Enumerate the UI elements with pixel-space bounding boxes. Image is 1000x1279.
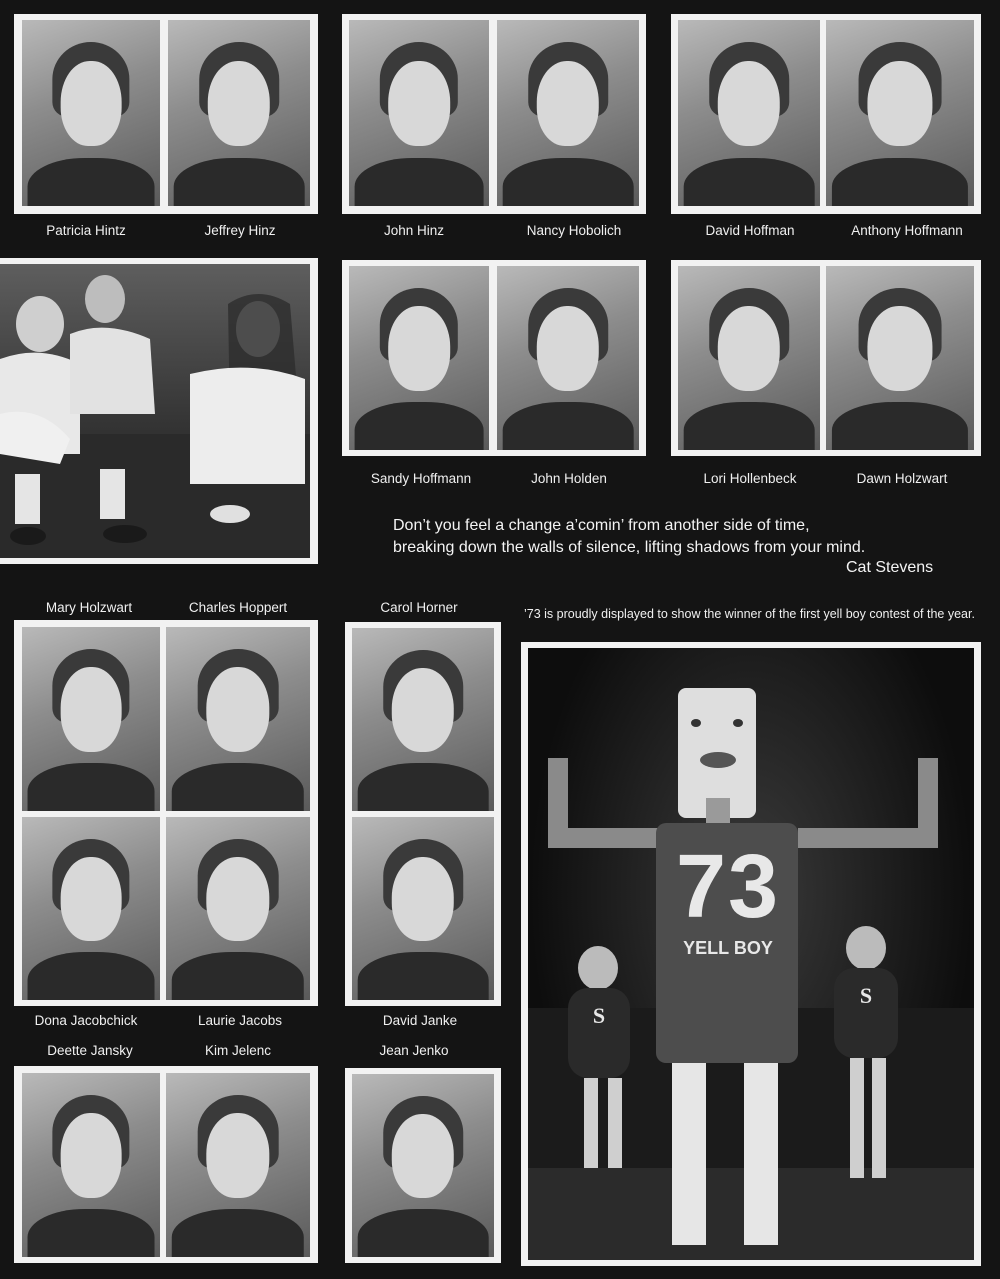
group-figures-illustration [0,264,310,558]
portrait-photo [497,266,639,450]
portrait-photo [166,1073,310,1257]
student-name: Mary Holzwart [45,600,133,615]
portrait-photo [166,817,310,1000]
student-name: Lori Hollenbeck [703,471,797,486]
portrait-photo [22,817,160,1000]
portrait-photo [22,627,160,811]
portrait-photo [349,266,489,450]
portrait-photo [166,627,310,811]
portrait-photo [352,628,494,811]
uniform-letter-left: S [592,1003,606,1028]
portrait-photo [349,20,489,206]
uniform-letter-right: S [859,983,873,1008]
student-name: John Hinz [383,223,445,238]
student-name: David Janke [382,1013,458,1028]
student-name: David Hoffman [705,223,795,238]
student-name: Anthony Hoffmann [851,223,963,238]
student-name: Charles Hoppert [188,600,288,615]
portrait-photo [352,817,494,1000]
student-name: Carol Horner [380,600,458,615]
portrait-photo [168,20,310,206]
portrait-photo [678,266,820,450]
quote-line-1: Don’t you feel a change a’comin’ from another side of time, [393,517,810,534]
student-name: Nancy Hobolich [526,223,622,238]
student-name: Jeffrey Hinz [204,223,276,238]
sign-number: 73 [675,837,781,937]
portrait-photo [826,20,974,206]
student-name: Dona Jacobchick [34,1013,138,1028]
student-name: Jean Jenko [379,1043,449,1058]
group-candid-photo [0,264,310,558]
portrait-photo [497,20,639,206]
portrait-photo [22,20,160,206]
student-name: Patricia Hintz [46,223,126,238]
student-name: Deette Jansky [47,1043,133,1058]
sign-text: YELL BOY [683,938,773,958]
student-name: Laurie Jacobs [197,1013,283,1028]
student-name: Sandy Hoffmann [370,471,472,486]
student-name: Kim Jelenc [204,1043,272,1058]
portrait-photo [678,20,820,206]
portrait-photo [22,1073,160,1257]
quote-author: Cat Stevens [846,559,934,576]
quote-line-2: breaking down the walls of silence, lifting shadows from your mind. [393,539,866,556]
portrait-photo [826,266,974,450]
portrait-photo [352,1074,494,1257]
student-name: John Holden [531,471,607,486]
yell-boy-caption: ’73 is proudly displayed to show the winner of the first yell boy contest of the year. [524,607,975,621]
student-name: Dawn Holzwart [856,471,948,486]
yell-boy-photo [528,648,974,1260]
